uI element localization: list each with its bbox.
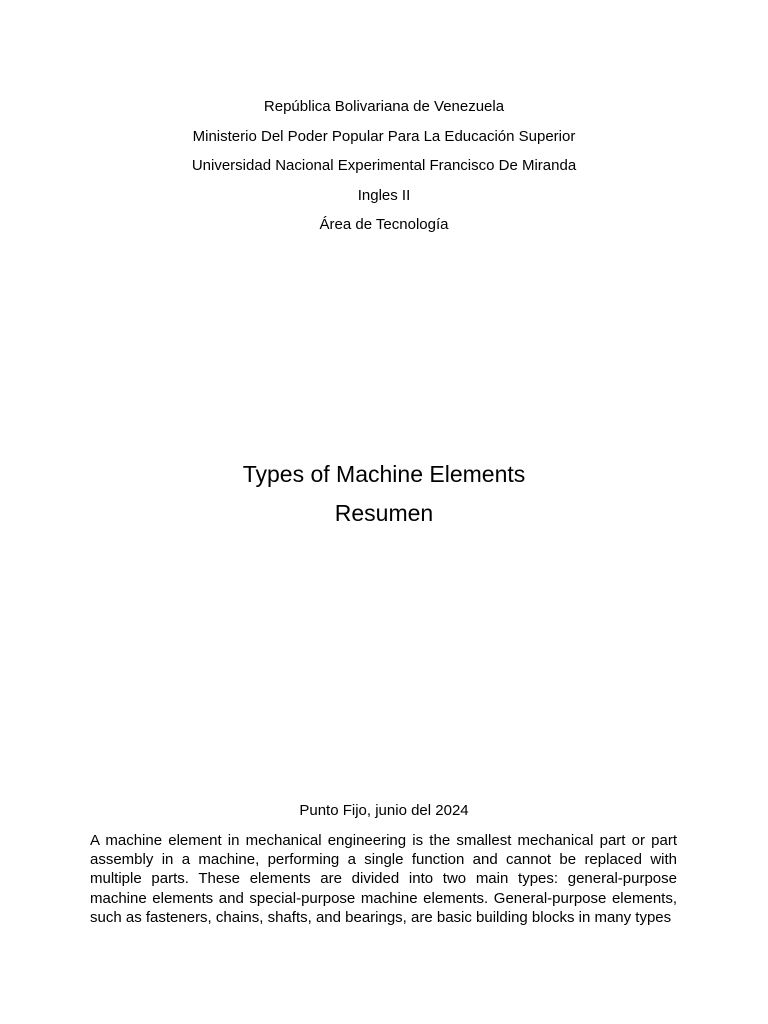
institution-header	[0, 92, 768, 240]
header-area: Área de Tecnología	[319, 216, 449, 233]
document-title-block	[0, 455, 768, 533]
header-ministry: Ministerio Del Poder Popular Para La Educación Superior	[192, 127, 576, 145]
document-title: Types of Machine Elements	[242, 461, 526, 487]
summary-paragraph: A machine element in mechanical engineering is the smallest mechanical part or part assembly in a machine, performing a single function and cannot be replaced with multiple parts. These elements are divided into two main types: general-purpose machine elements and special-purpose machine elements. General-purpose elements, such as fasteners, chains, shafts, and bearings, are basic building blocks in many types	[90, 832, 677, 926]
document-subtitle: Resumen	[334, 500, 434, 526]
header-country: República Bolivariana de Venezuela	[263, 98, 505, 115]
header-university: Universidad Nacional Experimental Francisco De Miranda	[191, 157, 577, 174]
location-date: Punto Fijo, junio del 2024	[299, 802, 469, 819]
header-course: Ingles II	[357, 186, 411, 204]
